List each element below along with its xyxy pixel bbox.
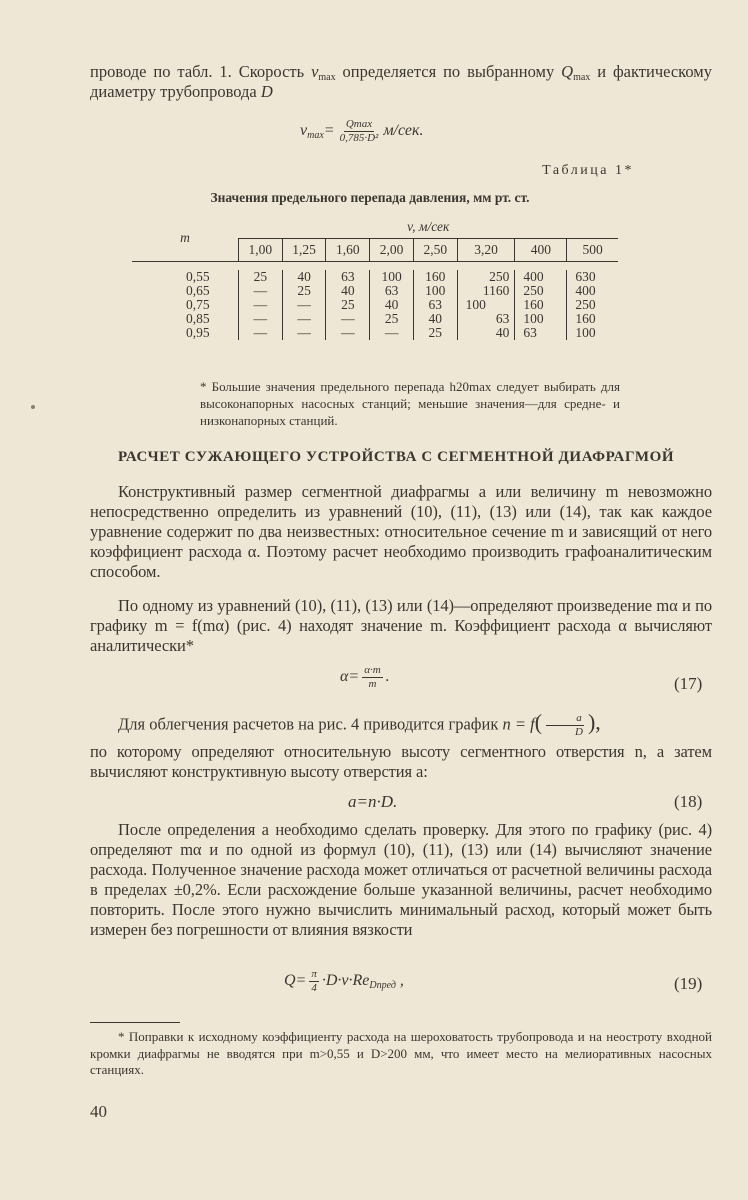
paragraph-1: Конструктивный размер сегментной диафрагмы a или величину m невозможно непосредственно определить из уравнений (10), (11), (13) или (14), так как каждое уравнение содержит по два неизвестных: относительное сечение m и зависящий от него коэффициент расхода α. Поэтому расчет необходимо производить графоаналитическим способом.	[90, 482, 712, 581]
table-row-header: m	[132, 215, 239, 262]
table-row: 0,95 — — — — 25 40 63 100	[132, 326, 618, 340]
table-caption: Таблица 1*	[542, 163, 634, 178]
footnote: * Поправки к исходному коэффициенту расхода на шероховатость трубопровода и на неостроту входной кромки диафрагмы не вводятся при m>0,55 и D>200 мм, что имеет место на мелиоративных насосных станциях.	[90, 1029, 712, 1077]
table-row: 0,55 25 40 63 100 160 250 400 630	[132, 270, 618, 284]
paragraph-3: по которому определяют относительную высоту сегментного отверстия n, а затем вычисляют конструктивную высоту отверстия a:	[90, 742, 712, 781]
paragraph-4: После определения a необходимо сделать проверку. Для этого по графику (рис. 4) определяют mα и по одной из формул (10), (11), (13) или (14) вычисляют значение расхода. Полученное значение расхода может отличаться от расчетной величины расхода в пределах ±0,2%. Если расхождение больше указанной величины, расчет необходимо повторить. После этого нужно вычислить минимальный расход, который может быть измерен без погрешности от влияния вязкости	[90, 820, 712, 939]
formula-vmax: $v_{max}=$ $\frac{Qmax}{\text{0,785·D²}}$ м/сек.	[300, 118, 424, 144]
formula-19: Q= $\frac{\pi}{4}$ $\cdot D\cdot\nu\cdot Re_{Dпред}$ ,	[284, 968, 404, 994]
footnote-rule	[90, 1022, 180, 1023]
table-row: 0,85 — — — 25 40 63 100 160	[132, 312, 618, 326]
pressure-table	[132, 215, 618, 340]
paragraph-3-line-1: Для облегчения расчетов на рис. 4 приводится график n = f( $\frac{a}{D}$ ),	[118, 709, 601, 738]
paragraph-2: По одному из уравнений (10), (11), (13) или (14)—определяют произведение mα и по графику m = f(mα) (рис. 4) находят значение m. Коэффициент расхода α вычисляют аналитически*	[90, 596, 712, 655]
table-row: 0,75 — — 25 40 63 100 160 250	[132, 298, 618, 312]
section-heading: РАСЧЕТ СУЖАЮЩЕГО УСТРОЙСТВА С СЕГМЕНТНОЙ ДИАФРАГМОЙ	[118, 449, 675, 465]
page-speck	[31, 405, 35, 409]
equation-number-19: (19)	[674, 974, 703, 993]
formula-17: α= $\frac{\alpha\cdot m}{m}$ .	[340, 664, 390, 690]
table-header-row: 1,00 1,25 1,60 2,00 2,50 3,20 400 500	[132, 239, 618, 262]
equation-number-17: (17)	[674, 674, 703, 693]
equation-number-18: (18)	[674, 792, 703, 811]
formula-18: a=n·D.	[348, 792, 398, 811]
table-row: 0,65 — 25 40 63 100 1160 250 400	[132, 284, 618, 298]
table-note: * Большие значения предельного перепада h20max следует выбирать для высоконапорных насосных станций; меньшие значения—для средне- и низконапорных станций.	[200, 379, 620, 428]
intro-paragraph: проводе по табл. 1. Скорость $v_{max}$ определяется по выбранному $Q_{max}$ и фактическому диаметру трубопровода D	[90, 62, 712, 101]
page-number: 40	[90, 1102, 107, 1121]
table-title: Значения предельного перепада давления, мм рт. ст.	[210, 190, 530, 205]
table-col-group: v, м/сек	[239, 215, 619, 239]
